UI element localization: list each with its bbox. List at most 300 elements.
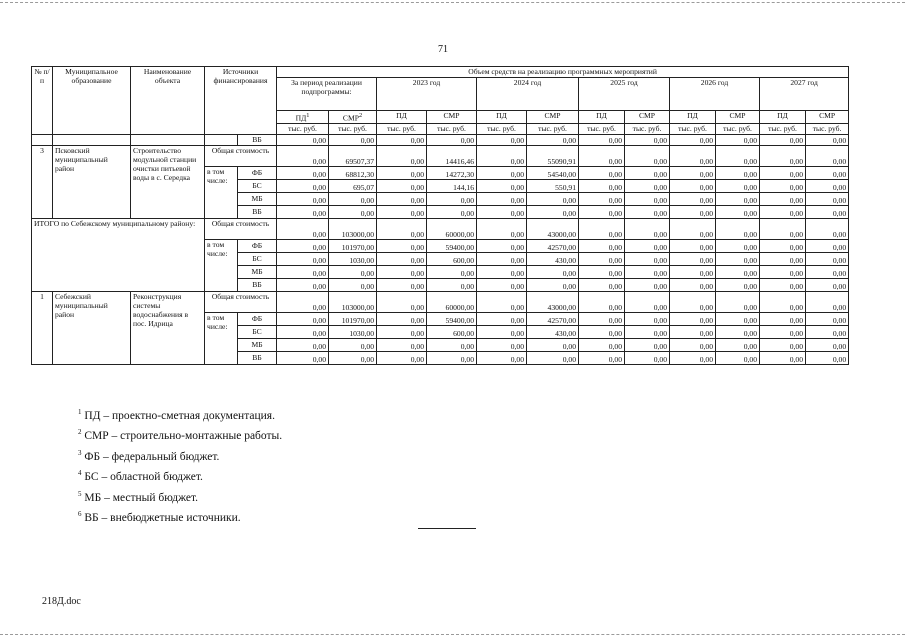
header-unit: тыс. руб. xyxy=(377,123,427,134)
header-period: За период реализации подпрограммы: xyxy=(277,78,377,111)
value-cell: 14272,30 xyxy=(427,166,477,179)
value-cell: 0,00 xyxy=(579,145,625,166)
footnote-text: БС – областной бюджет. xyxy=(84,471,203,484)
header-volume: Объем средств на реализацию программных мероприятий xyxy=(277,67,849,78)
source-label: ВБ xyxy=(238,134,277,145)
value-cell: 0,00 xyxy=(760,278,806,291)
object-cell: Строительство модульной станции очистки питьевой воды в с. Середка xyxy=(131,145,205,218)
source-label: ВБ xyxy=(238,278,277,291)
value-cell: 0,00 xyxy=(477,325,527,338)
value-cell: 0,00 xyxy=(477,179,527,192)
value-cell: 0,00 xyxy=(527,192,579,205)
pd-label: ПД xyxy=(396,111,407,120)
smr-sup: 2 xyxy=(358,112,363,119)
smr-label: СМР xyxy=(638,111,656,120)
value-cell: 0,00 xyxy=(579,325,625,338)
value-cell: 0,00 xyxy=(477,265,527,278)
value-cell: 0,00 xyxy=(760,179,806,192)
value-cell: 0,00 xyxy=(806,134,849,145)
scan-edge-top xyxy=(0,2,905,3)
header-pd xyxy=(477,111,527,124)
total-cost-label: Общая стоимость xyxy=(205,145,277,166)
value-cell: 0,00 xyxy=(670,145,716,166)
table-row xyxy=(32,145,894,166)
value-cell: 0,00 xyxy=(277,179,329,192)
incl-label: в том числе: xyxy=(205,166,238,218)
header-pd xyxy=(760,111,806,124)
value-cell: 0,00 xyxy=(625,265,670,278)
value-cell: 101970,00 xyxy=(329,312,377,325)
value-cell: 0,00 xyxy=(377,265,427,278)
value-cell: 0,00 xyxy=(716,239,760,252)
value-cell: 0,00 xyxy=(670,252,716,265)
header-sources: Источники финансирования xyxy=(205,67,277,135)
value-cell: 0,00 xyxy=(329,192,377,205)
value-cell: 0,00 xyxy=(579,239,625,252)
value-cell: 0,00 xyxy=(716,166,760,179)
header-unit: тыс. руб. xyxy=(716,123,760,134)
value-cell: 0,00 xyxy=(377,312,427,325)
footnotes xyxy=(78,404,282,527)
value-cell: 0,00 xyxy=(277,338,329,351)
footnote-line xyxy=(78,486,282,506)
value-cell: 0,00 xyxy=(477,145,527,166)
value-cell: 0,00 xyxy=(477,166,527,179)
header-smr xyxy=(527,111,579,124)
header-unit: тыс. руб. xyxy=(760,123,806,134)
value-cell: 0,00 xyxy=(277,265,329,278)
footnote-number: 3 xyxy=(78,448,82,457)
value-cell: 0,00 xyxy=(277,325,329,338)
value-cell: 68812,30 xyxy=(329,166,377,179)
value-cell: 0,00 xyxy=(377,205,427,218)
value-cell: 0,00 xyxy=(477,218,527,239)
value-cell: 0,00 xyxy=(579,192,625,205)
source-label: ВБ xyxy=(238,205,277,218)
footnote-text: ФБ – федеральный бюджет. xyxy=(84,450,220,463)
value-cell: 55090,91 xyxy=(527,145,579,166)
value-cell: 0,00 xyxy=(670,192,716,205)
value-cell: 0,00 xyxy=(477,239,527,252)
value-cell: 0,00 xyxy=(427,265,477,278)
value-cell: 0,00 xyxy=(806,179,849,192)
smr-label: СМР xyxy=(342,113,359,123)
value-cell: 0,00 xyxy=(625,312,670,325)
value-cell: 0,00 xyxy=(377,192,427,205)
table-body xyxy=(32,134,894,364)
value-cell: 0,00 xyxy=(427,338,477,351)
value-cell: 0,00 xyxy=(760,325,806,338)
value-cell: 0,00 xyxy=(477,351,527,364)
footnote-line xyxy=(78,445,282,465)
value-cell: 144,16 xyxy=(427,179,477,192)
value-cell: 0,00 xyxy=(579,278,625,291)
incl-label: в том числе: xyxy=(205,239,238,291)
source-label: ФБ xyxy=(238,239,277,252)
value-cell: 0,00 xyxy=(806,291,849,312)
value-cell: 0,00 xyxy=(427,192,477,205)
incl-label: в том числе: xyxy=(205,312,238,364)
value-cell: 0,00 xyxy=(670,265,716,278)
total-cost-label: Общая стоимость xyxy=(205,218,277,239)
value-cell: 0,00 xyxy=(477,205,527,218)
total-cost-label: Общая стоимость xyxy=(205,291,277,312)
value-cell: 0,00 xyxy=(277,192,329,205)
table-row xyxy=(32,134,894,145)
value-cell: 0,00 xyxy=(277,134,329,145)
header-pd xyxy=(579,111,625,124)
pd-label: ПД xyxy=(596,111,607,120)
value-cell: 0,00 xyxy=(716,291,760,312)
table-row xyxy=(32,218,894,239)
value-cell: 0,00 xyxy=(716,218,760,239)
value-cell: 0,00 xyxy=(427,134,477,145)
footnote-number: 5 xyxy=(78,489,82,498)
header-pd xyxy=(377,111,427,124)
value-cell: 0,00 xyxy=(579,312,625,325)
header-smr xyxy=(806,111,849,124)
header-smr xyxy=(427,111,477,124)
value-cell: 0,00 xyxy=(527,338,579,351)
value-cell: 0,00 xyxy=(329,205,377,218)
footnote-text: СМР – строительно-монтажные работы. xyxy=(84,430,283,443)
value-cell: 0,00 xyxy=(625,239,670,252)
value-cell: 0,00 xyxy=(377,145,427,166)
value-cell: 0,00 xyxy=(377,218,427,239)
value-cell: 0,00 xyxy=(760,239,806,252)
value-cell: 0,00 xyxy=(670,291,716,312)
value-cell: 0,00 xyxy=(377,166,427,179)
value-cell: 430,00 xyxy=(527,325,579,338)
footnote-text: ВБ – внебюджетные источники. xyxy=(84,511,241,524)
footnote-divider xyxy=(418,528,476,529)
value-cell: 0,00 xyxy=(760,252,806,265)
value-cell: 0,00 xyxy=(579,338,625,351)
object-cell: Реконструкция системы водоснабжения в пос. Идрица xyxy=(131,291,205,364)
header-year: 2023 год xyxy=(377,78,477,111)
value-cell: 0,00 xyxy=(329,134,377,145)
value-cell: 0,00 xyxy=(760,134,806,145)
value-cell: 0,00 xyxy=(527,205,579,218)
smr-label: СМР xyxy=(819,111,836,120)
footnote-text: МБ – местный бюджет. xyxy=(84,491,199,504)
value-cell: 0,00 xyxy=(670,351,716,364)
value-cell: 59400,00 xyxy=(427,239,477,252)
value-cell: 0,00 xyxy=(527,278,579,291)
value-cell: 0,00 xyxy=(716,205,760,218)
value-cell: 0,00 xyxy=(625,192,670,205)
value-cell: 0,00 xyxy=(716,351,760,364)
value-cell: 0,00 xyxy=(377,134,427,145)
header-municipality: Муниципальное образование xyxy=(53,67,131,135)
value-cell: 0,00 xyxy=(377,252,427,265)
source-label: ФБ xyxy=(238,312,277,325)
value-cell: 0,00 xyxy=(427,278,477,291)
source-label: БС xyxy=(238,252,277,265)
value-cell: 101970,00 xyxy=(329,239,377,252)
value-cell: 0,00 xyxy=(760,218,806,239)
value-cell: 0,00 xyxy=(806,252,849,265)
value-cell: 0,00 xyxy=(477,192,527,205)
value-cell: 43000,00 xyxy=(527,218,579,239)
value-cell: 0,00 xyxy=(760,351,806,364)
value-cell: 0,00 xyxy=(716,278,760,291)
value-cell: 0,00 xyxy=(477,338,527,351)
value-cell: 0,00 xyxy=(625,351,670,364)
header-unit: тыс. руб. xyxy=(277,123,329,134)
value-cell: 0,00 xyxy=(329,265,377,278)
footnote-number: 1 xyxy=(78,408,82,416)
value-cell: 0,00 xyxy=(806,205,849,218)
table-header xyxy=(32,67,894,135)
file-name: 218Д.doc xyxy=(42,596,81,607)
object-cell xyxy=(131,134,205,145)
value-cell: 600,00 xyxy=(427,325,477,338)
value-cell: 0,00 xyxy=(625,291,670,312)
value-cell: 0,00 xyxy=(670,338,716,351)
value-cell: 0,00 xyxy=(760,265,806,278)
value-cell: 0,00 xyxy=(625,145,670,166)
scan-edge-bottom xyxy=(0,634,905,635)
value-cell: 0,00 xyxy=(625,166,670,179)
value-cell: 0,00 xyxy=(806,312,849,325)
header-unit: тыс. руб. xyxy=(427,123,477,134)
value-cell: 0,00 xyxy=(579,265,625,278)
pd-label: ПД xyxy=(687,111,698,120)
value-cell: 0,00 xyxy=(806,278,849,291)
value-cell: 0,00 xyxy=(625,252,670,265)
footnote-number: 4 xyxy=(78,469,82,478)
value-cell: 0,00 xyxy=(670,325,716,338)
value-cell: 43000,00 xyxy=(527,291,579,312)
header-year: 2025 год xyxy=(579,78,670,111)
value-cell: 0,00 xyxy=(377,278,427,291)
value-cell: 0,00 xyxy=(277,278,329,291)
value-cell: 0,00 xyxy=(760,338,806,351)
num-cell: 1 xyxy=(32,291,53,364)
value-cell: 0,00 xyxy=(670,239,716,252)
value-cell: 0,00 xyxy=(806,265,849,278)
value-cell: 0,00 xyxy=(670,312,716,325)
source-label: ФБ xyxy=(238,166,277,179)
value-cell: 0,00 xyxy=(477,312,527,325)
value-cell: 550,91 xyxy=(527,179,579,192)
value-cell: 0,00 xyxy=(716,312,760,325)
value-cell: 60000,00 xyxy=(427,291,477,312)
value-cell: 430,00 xyxy=(527,252,579,265)
value-cell: 0,00 xyxy=(806,351,849,364)
value-cell: 0,00 xyxy=(579,179,625,192)
value-cell: 0,00 xyxy=(716,145,760,166)
header-unit: тыс. руб. xyxy=(329,123,377,134)
value-cell: 695,07 xyxy=(329,179,377,192)
value-cell: 0,00 xyxy=(579,351,625,364)
municipality-cell xyxy=(53,134,131,145)
value-cell: 0,00 xyxy=(806,192,849,205)
value-cell: 0,00 xyxy=(477,278,527,291)
value-cell: 0,00 xyxy=(377,325,427,338)
value-cell: 600,00 xyxy=(427,252,477,265)
source-spacer xyxy=(205,134,238,145)
value-cell: 0,00 xyxy=(716,325,760,338)
source-label: БС xyxy=(238,325,277,338)
value-cell: 0,00 xyxy=(670,205,716,218)
value-cell: 0,00 xyxy=(670,166,716,179)
itogo-label: ИТОГО по Себежскому муниципальному району: xyxy=(32,218,205,291)
table-row xyxy=(32,291,894,312)
value-cell: 69507,37 xyxy=(329,145,377,166)
header-year: 2027 год xyxy=(760,78,849,111)
value-cell: 0,00 xyxy=(625,325,670,338)
header-smr xyxy=(329,111,377,124)
value-cell: 0,00 xyxy=(277,166,329,179)
pd-sup: 1 xyxy=(306,112,310,119)
footnote-number: 6 xyxy=(78,510,82,519)
footnote-text: ПД – проектно-сметная документация. xyxy=(84,409,275,422)
value-cell: 59400,00 xyxy=(427,312,477,325)
pd-label: ПД xyxy=(295,113,307,123)
value-cell: 0,00 xyxy=(329,338,377,351)
value-cell: 0,00 xyxy=(806,166,849,179)
source-label: МБ xyxy=(238,265,277,278)
value-cell: 0,00 xyxy=(477,252,527,265)
value-cell: 0,00 xyxy=(527,351,579,364)
header-unit: тыс. руб. xyxy=(625,123,670,134)
value-cell: 0,00 xyxy=(427,351,477,364)
source-label: МБ xyxy=(238,338,277,351)
value-cell: 0,00 xyxy=(760,291,806,312)
value-cell: 0,00 xyxy=(427,205,477,218)
pd-label: ПД xyxy=(496,111,507,120)
header-num: № п/п xyxy=(32,67,53,135)
municipality-cell: Себежский муниципальный район xyxy=(53,291,131,364)
value-cell: 14416,46 xyxy=(427,145,477,166)
value-cell: 0,00 xyxy=(277,218,329,239)
header-object: Наименование объекта xyxy=(131,67,205,135)
header-year: 2024 год xyxy=(477,78,579,111)
value-cell: 0,00 xyxy=(716,338,760,351)
value-cell: 103000,00 xyxy=(329,291,377,312)
value-cell: 0,00 xyxy=(716,179,760,192)
smr-label: СМР xyxy=(729,111,746,120)
value-cell: 0,00 xyxy=(579,205,625,218)
value-cell: 0,00 xyxy=(579,218,625,239)
value-cell: 1030,00 xyxy=(329,325,377,338)
value-cell: 1030,00 xyxy=(329,252,377,265)
header-unit: тыс. руб. xyxy=(579,123,625,134)
source-label: БС xyxy=(238,179,277,192)
header-smr xyxy=(625,111,670,124)
value-cell: 0,00 xyxy=(806,145,849,166)
value-cell: 0,00 xyxy=(670,218,716,239)
value-cell: 42570,00 xyxy=(527,239,579,252)
value-cell: 0,00 xyxy=(277,312,329,325)
footnote-line xyxy=(78,465,282,485)
value-cell: 0,00 xyxy=(625,338,670,351)
header-pd xyxy=(670,111,716,124)
value-cell: 0,00 xyxy=(670,179,716,192)
value-cell: 0,00 xyxy=(716,192,760,205)
pd-label: ПД xyxy=(777,111,788,120)
value-cell: 0,00 xyxy=(625,278,670,291)
value-cell: 0,00 xyxy=(527,265,579,278)
value-cell: 0,00 xyxy=(716,265,760,278)
value-cell: 0,00 xyxy=(377,239,427,252)
value-cell: 0,00 xyxy=(716,134,760,145)
value-cell: 0,00 xyxy=(277,145,329,166)
value-cell: 0,00 xyxy=(477,134,527,145)
value-cell: 0,00 xyxy=(760,192,806,205)
value-cell: 0,00 xyxy=(477,291,527,312)
value-cell: 0,00 xyxy=(806,325,849,338)
value-cell: 54540,00 xyxy=(527,166,579,179)
value-cell: 0,00 xyxy=(329,278,377,291)
num-cell: 3 xyxy=(32,145,53,218)
footnote-line xyxy=(78,424,282,444)
value-cell: 103000,00 xyxy=(329,218,377,239)
source-label: ВБ xyxy=(238,351,277,364)
header-smr xyxy=(716,111,760,124)
value-cell: 0,00 xyxy=(760,145,806,166)
page-number: 71 xyxy=(438,44,448,55)
footnote-line xyxy=(78,506,282,526)
smr-label: СМР xyxy=(443,111,460,120)
value-cell: 42570,00 xyxy=(527,312,579,325)
value-cell: 0,00 xyxy=(377,291,427,312)
footnote-line xyxy=(78,404,282,424)
value-cell: 0,00 xyxy=(277,205,329,218)
value-cell: 0,00 xyxy=(377,179,427,192)
value-cell: 0,00 xyxy=(579,166,625,179)
value-cell: 0,00 xyxy=(377,351,427,364)
value-cell: 0,00 xyxy=(670,134,716,145)
municipality-cell: Псковский муниципальный район xyxy=(53,145,131,218)
value-cell: 0,00 xyxy=(527,134,579,145)
value-cell: 0,00 xyxy=(625,205,670,218)
value-cell: 0,00 xyxy=(579,252,625,265)
header-unit: тыс. руб. xyxy=(527,123,579,134)
financing-table xyxy=(31,66,894,365)
smr-label: СМР xyxy=(544,111,561,120)
value-cell: 0,00 xyxy=(625,179,670,192)
value-cell: 0,00 xyxy=(377,338,427,351)
header-pd xyxy=(277,111,329,124)
source-label: МБ xyxy=(238,192,277,205)
value-cell: 0,00 xyxy=(625,218,670,239)
value-cell: 0,00 xyxy=(329,351,377,364)
value-cell: 0,00 xyxy=(806,338,849,351)
num-cell xyxy=(32,134,53,145)
value-cell: 0,00 xyxy=(277,351,329,364)
value-cell: 0,00 xyxy=(760,205,806,218)
value-cell: 0,00 xyxy=(760,312,806,325)
header-year: 2026 год xyxy=(670,78,760,111)
value-cell: 0,00 xyxy=(277,239,329,252)
footnote-number: 2 xyxy=(78,428,82,437)
value-cell: 0,00 xyxy=(579,134,625,145)
value-cell: 60000,00 xyxy=(427,218,477,239)
value-cell: 0,00 xyxy=(277,291,329,312)
value-cell: 0,00 xyxy=(806,218,849,239)
value-cell: 0,00 xyxy=(716,252,760,265)
value-cell: 0,00 xyxy=(277,252,329,265)
value-cell: 0,00 xyxy=(806,239,849,252)
header-unit: тыс. руб. xyxy=(806,123,849,134)
header-unit: тыс. руб. xyxy=(670,123,716,134)
value-cell: 0,00 xyxy=(579,291,625,312)
value-cell: 0,00 xyxy=(760,166,806,179)
value-cell: 0,00 xyxy=(670,278,716,291)
